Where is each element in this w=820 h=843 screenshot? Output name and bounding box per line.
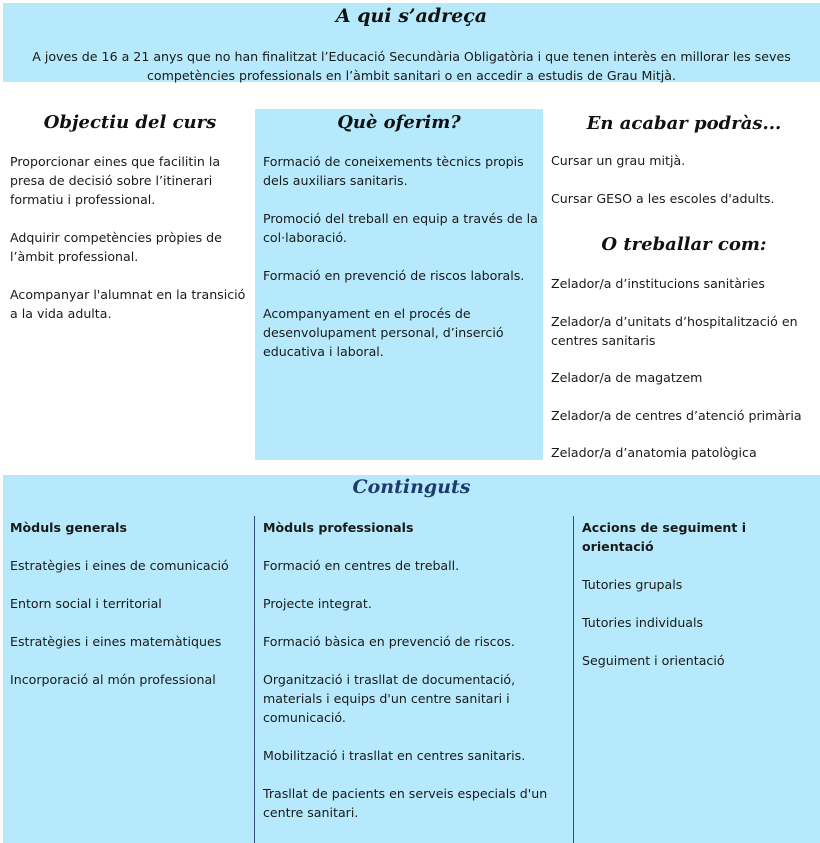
general-module-item: Incorporació al món professional (10, 672, 216, 687)
work-item: Zelador/a d’unitats d’hospitalització en centres sanitaris (551, 313, 798, 348)
column-divider (573, 516, 574, 843)
professional-module-item: Organització i trasllat de documentació, materials i equips d'un centre sanitari i comunicació. (263, 672, 516, 725)
offer-item: Promoció del treball en equip a través de la col·laboració. (263, 211, 538, 245)
guidance-heading: Accions de seguiment i orientació (582, 520, 747, 554)
objective-item: Adquirir competències pròpies de l’àmbit professional. (10, 230, 222, 264)
finish-title: En acabar podràs... (586, 113, 782, 134)
column-divider (254, 516, 255, 843)
guidance-item: Seguiment i orientació (582, 653, 725, 668)
general-module-item: Entorn social i territorial (10, 596, 162, 611)
general-module-item: Estratègies i eines matemàtiques (10, 634, 222, 649)
target-audience-section (3, 3, 820, 82)
work-list (551, 274, 813, 462)
objective-item: Acompanyar l'alumnat en la transició a la vida adulta. (10, 287, 246, 321)
objective-title: Objectiu del curs (43, 112, 217, 133)
offer-list (263, 152, 538, 361)
finish-item: Cursar un grau mitjà. (551, 153, 686, 168)
objective-item: Proporcionar eines que facilitin la presa de decisió sobre l’itinerari formatiu i professional. (10, 154, 221, 207)
guidance-item: Tutories individuals (582, 615, 704, 630)
professional-module-item: Trasllat de pacients en serveis especials d'un centre sanitari. (263, 786, 548, 820)
professional-module-item: Mobilització i trasllat en centres sanitaris. (263, 748, 526, 763)
offer-item: Formació en prevenció de riscos laborals. (263, 268, 525, 283)
contents-title: Continguts (352, 476, 471, 498)
target-audience-title: A qui s’adreça (335, 5, 488, 27)
professional-module-item: Formació en centres de treball. (263, 558, 460, 573)
general-module-item: Estratègies i eines de comunicació (10, 558, 229, 573)
offer-item: Formació de coneixements tècnics propis dels auxiliars sanitaris. (263, 154, 524, 188)
general-modules-heading: Mòduls generals (10, 520, 127, 535)
target-audience-text: A joves de 16 a 21 anys que no han finalitzat l’Educació Secundària Obligatòria i que tenen interès en millorar les seves competències professionals en l’àmbit sanitari o en accedir a estudis de Grau Mitjà. (32, 49, 791, 83)
work-item: Zelador/a d’anatomia patològica (551, 445, 757, 460)
professional-modules (263, 518, 553, 822)
work-item: Zelador/a de centres d’atenció primària (551, 407, 802, 423)
finish-item: Cursar GESO a les escoles d'adults. (551, 191, 775, 206)
finish-list (551, 151, 816, 208)
general-modules (10, 518, 248, 689)
professional-module-item: Projecte integrat. (263, 596, 372, 611)
work-title: O treballar com: (601, 234, 767, 255)
professional-module-item: Formació bàsica en prevenció de riscos. (263, 634, 515, 649)
objective-list (10, 152, 248, 323)
work-item: Zelador/a de magatzem (551, 370, 703, 385)
guidance-item: Tutories grupals (582, 577, 683, 592)
offer-item: Acompanyament en el procés de desenvolupament personal, d’inserció educativa i laboral. (263, 306, 504, 359)
guidance-actions (582, 518, 814, 670)
offer-title: Què oferim? (337, 112, 461, 133)
professional-modules-heading: Mòduls professionals (263, 520, 414, 535)
work-item: Zelador/a d’institucions sanitàries (551, 276, 765, 291)
